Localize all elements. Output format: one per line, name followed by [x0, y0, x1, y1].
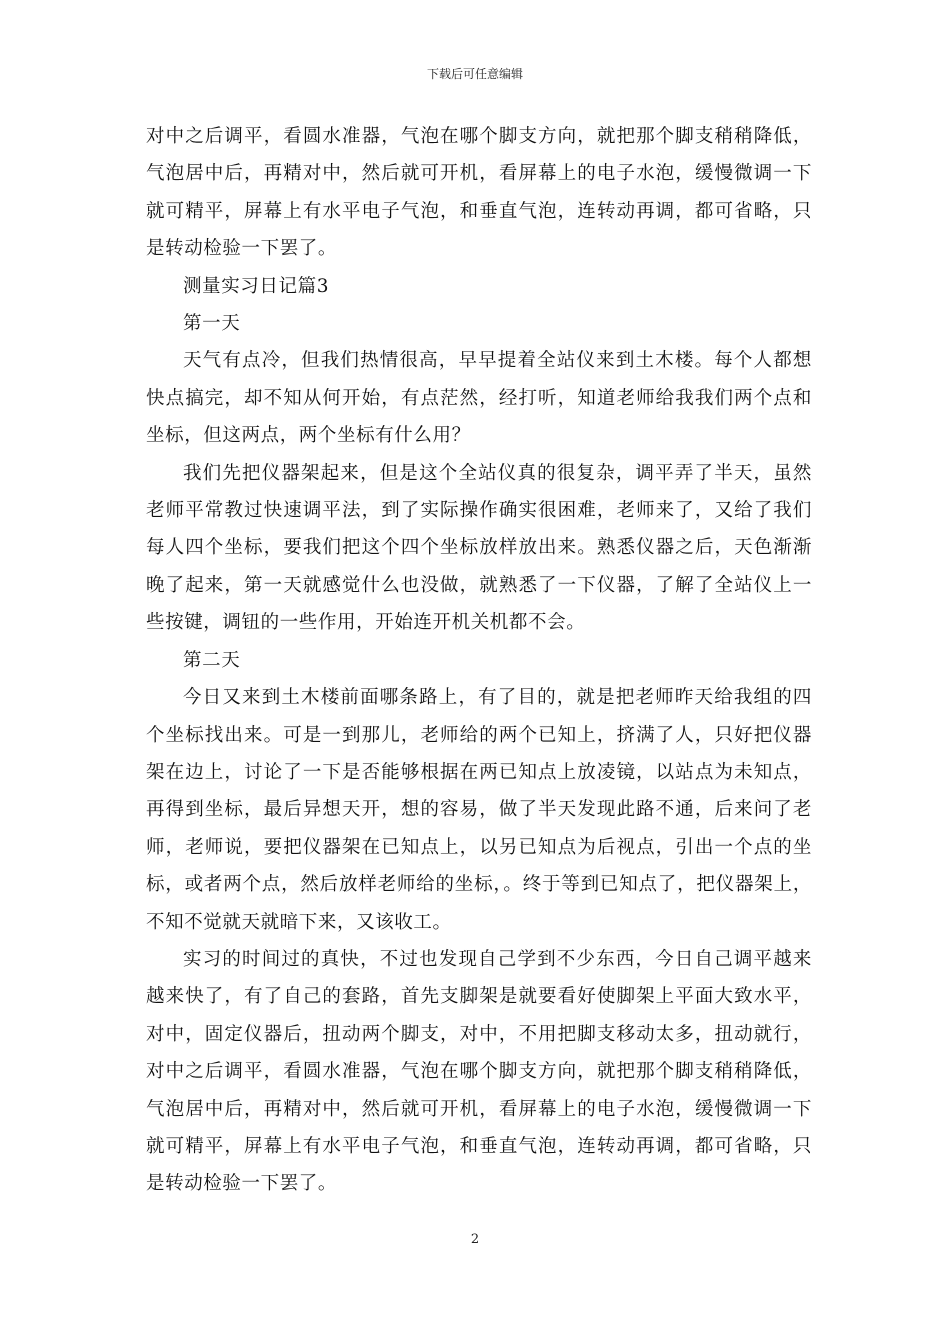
- page-number: 2: [470, 1232, 480, 1247]
- section-title: 测量实习日记篇3: [183, 275, 330, 297]
- day-heading-1: 第一天: [183, 313, 241, 335]
- paragraph-continued: 对中之后调平，看圆水准器，气泡在哪个脚支方向，就把那个脚支稍稍降低，气泡居中后，再精对中，然后就可开机，看屏幕上的电子水泡，缓慢微调一下就可精平，屏幕上有水平电子气泡，和垂直气泡，连转动再调，都可省略，只是转动检验一下罢了。: [146, 126, 812, 260]
- page-header: 下载后可任意编辑: [426, 67, 523, 81]
- paragraph: 天气有点冷，但我们热情很高，早早提着全站仪来到土木楼。每个人都想快点搞完，却不知从何开始，有点茫然，经打听，知道老师给我我们两个点和坐标，但这两点，两个坐标有什么用？: [146, 350, 812, 447]
- paragraph: 我们先把仪器架起来，但是这个全站仪真的很复杂，调平弄了半天，虽然老师平常教过快速调平法，到了实际操作确实很困难，老师来了，又给了我们每人四个坐标，要我们把这个四个坐标放样放出来。熟悉仪器之后，天色渐渐晚了起来，第一天就感觉什么也没做，就熟悉了一下仪器，了解了全站仪上一些按键，调钮的一些作用，开始连开机关机都不会。: [146, 462, 812, 634]
- paragraph: 今日又来到土木楼前面哪条路上，有了目的，就是把老师昨天给我组的四个坐标找出来。可是一到那儿，老师给的两个已知上，挤满了人，只好把仪器架在边上，讨论了一下是否能够根据在两已知点上放凌镜，以站点为未知点，再得到坐标，最后异想天开，想的容易，做了半天发现此路不通，后来问了老师，老师说，要把仪器架在已知点上，以另已知点为后视点，引出一个点的坐标，或者两个点，然后放样老师给的坐标，。终于等到已知点了，把仪器架上，不知不觉就天就暗下来，又该收工。: [146, 687, 812, 933]
- document-body: [146, 118, 812, 1203]
- day-heading-2: 第二天: [183, 649, 241, 671]
- paragraph: 实习的时间过的真快，不过也发现自己学到不少东西，今日自己调平越来越来快了，有了自己的套路，首先支脚架是就要看好使脚架上平面大致水平，对中，固定仪器后，扭动两个脚支，对中，不用把脚支移动太多，扭动就行，对中之后调平，看圆水准器，气泡在哪个脚支方向，就把那个脚支稍稍降低，气泡居中后，再精对中，然后就可开机，看屏幕上的电子水泡，缓慢微调一下就可精平，屏幕上有水平电子气泡，和垂直气泡，连转动再调，都可省略，只是转动检验一下罢了。: [146, 948, 812, 1195]
